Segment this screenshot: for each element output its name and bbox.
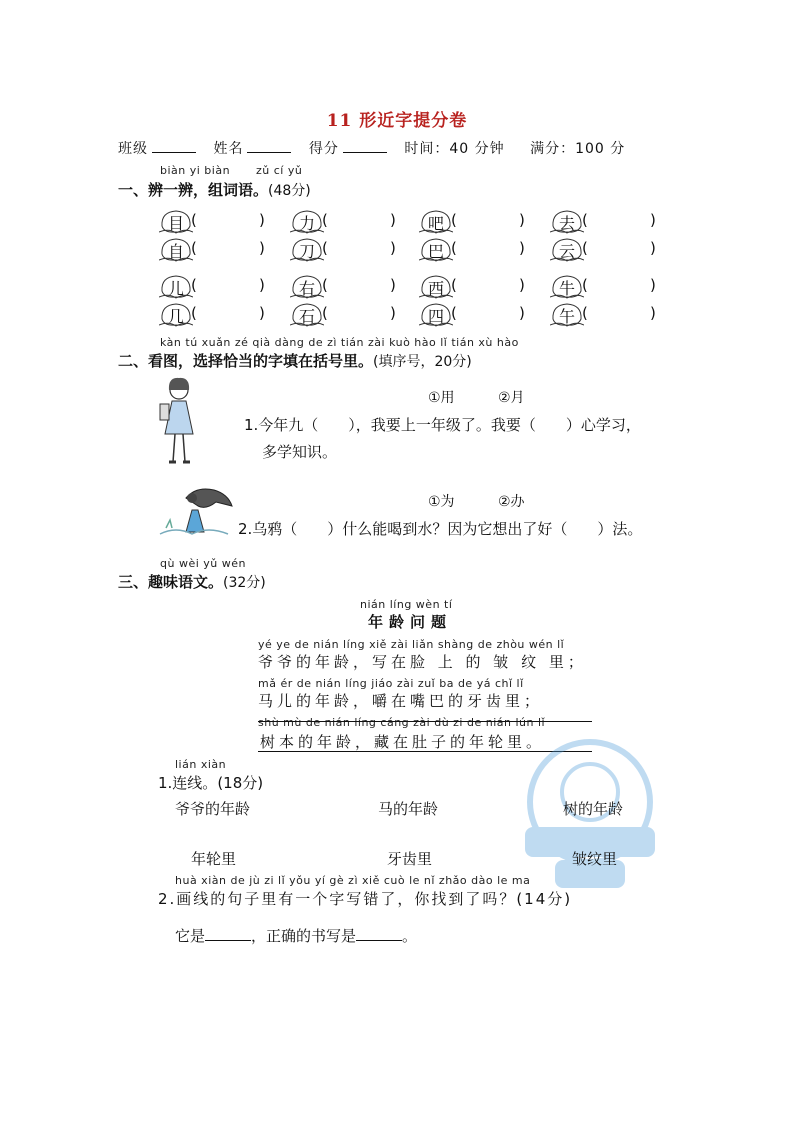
char-3-top: 吧 [427,214,444,233]
s3-q1-title: 1.连线。 [158,774,218,792]
answer-open-paren-2-bottom[interactable]: ( [322,239,328,257]
poem-line-2: 马儿的年龄，嚼在嘴巴的牙齿里； [258,692,544,710]
answer-prefix: 它是 [175,927,206,945]
class-label: 班级 [118,141,148,157]
section-2-points: (填序号，20分) [373,354,472,370]
char-7-bottom: 四 [427,307,444,326]
section-3-points: (32分) [223,575,266,591]
s2-q2-option-1: ①为 [428,494,455,510]
char-8-top: 牛 [558,279,575,298]
section-3-heading [118,571,266,592]
poem-line-1: 爷爷的年龄，写在脸 上 的 皱 纹 里； [258,653,587,671]
section-2-heading [118,350,472,371]
char-stone-5-bottom [159,301,193,327]
char-1-top: 目 [167,214,184,233]
match-left-2[interactable]: 马的年龄 [378,800,439,818]
answer-close-paren-7-top: ) [519,276,525,294]
poem-title: 年龄问题 [368,613,453,631]
answer-open-paren-4-bottom[interactable]: ( [582,239,588,257]
char-stone-6-top [290,273,324,299]
crow-illustration [156,480,236,540]
char-5-bottom: 几 [167,307,184,326]
score-label: 得分 [308,141,339,157]
s1-pinyin-a: biàn yi biàn [160,164,231,177]
char-stone-8-top [550,273,584,299]
match-right-2[interactable]: 牙齿里 [387,850,433,868]
s3-q2-title: 2.画线的句子里有一个字写错了，你找到了吗？ [158,890,517,908]
char-stone-8-bottom [550,301,584,327]
char-4-bottom: 云 [558,242,575,261]
char-stone-7-top [419,273,453,299]
answer-close-paren-4-bottom: ) [650,239,656,257]
char-stone-4-bottom [550,236,584,262]
answer-close-paren-2-bottom: ) [390,239,396,257]
char-stone-2-bottom [290,236,324,262]
section-1-title: 一、辨一辨，组词语。 [118,181,269,199]
s3-pinyin: qù wèi yǔ wén [160,557,246,570]
poem-line-3: 树本的年龄，藏在肚子的年轮里。 [260,733,546,751]
answer-open-paren-7-top[interactable]: ( [451,276,457,294]
section-2-title: 二、看图，选择恰当的字填在括号里。 [118,352,374,370]
answer-middle: ，正确的书写是 [251,927,357,945]
answer-open-paren-4-top[interactable]: ( [582,211,588,229]
poem-line-2-pinyin: mǎ ér de nián líng jiáo zài zuǐ ba de yá chǐ lǐ [258,677,524,690]
char-stone-5-top [159,273,193,299]
time-text: 时间：40 分钟 [404,141,505,157]
s2-q1-line-2: 多学知识。 [262,443,338,461]
s2-q1-option-2: ②月 [498,390,525,406]
char-5-top: 儿 [167,279,184,298]
answer-open-paren-3-bottom[interactable]: ( [451,239,457,257]
match-left-1[interactable]: 爷爷的年龄 [175,800,251,818]
answer-close-paren-8-top: ) [650,276,656,294]
girl-illustration [152,374,202,474]
answer-open-paren-2-top[interactable]: ( [322,211,328,229]
answer-close-paren-6-top: ) [390,276,396,294]
char-1-bottom: 自 [167,242,184,261]
char-stone-1-bottom [159,236,193,262]
char-6-bottom: 石 [298,307,315,326]
answer-suffix: 。 [402,927,418,945]
char-3-bottom: 巴 [427,242,444,261]
section-1-heading [118,179,311,200]
name-label: 姓名 [213,141,244,157]
s3-q1-points: (18分) [217,774,264,792]
answer-close-paren-7-bottom: ) [519,304,525,322]
s2-q2-option-2: ②办 [498,494,525,510]
student-info-row [118,138,625,158]
answer-close-paren-3-top: ) [519,211,525,229]
answer-open-paren-6-bottom[interactable]: ( [322,304,328,322]
char-2-top: 力 [298,214,315,233]
s3-q1-pinyin: lián xiàn [175,758,227,771]
answer-open-paren-5-top[interactable]: ( [191,276,197,294]
s3-q2-heading [158,888,572,909]
correct-char-blank[interactable] [356,926,402,941]
char-2-bottom: 刀 [298,242,315,261]
answer-close-paren-6-bottom: ) [390,304,396,322]
char-6-top: 右 [298,279,315,298]
poem-title-pinyin: nián líng wèn tí [360,598,453,611]
s3-q2-answer-row [175,925,417,946]
s3-q2-pinyin: huà xiàn de jù zi lǐ yǒu yí gè zì xiě cuò le nǐ zhǎo dào le ma [175,874,531,887]
poem-line-3-underline-top [258,721,592,722]
answer-close-paren-2-top: ) [390,211,396,229]
answer-close-paren-1-top: ) [259,211,265,229]
answer-close-paren-4-top: ) [650,211,656,229]
s3-q1-heading [158,772,263,793]
answer-open-paren-6-top[interactable]: ( [322,276,328,294]
char-stone-2-top [290,208,324,234]
s2-q1-option-1: ①用 [428,390,455,406]
answer-open-paren-7-bottom[interactable]: ( [451,304,457,322]
poem-line-3-pinyin: shù mù de nián líng cáng zài dù zi de nián lún lǐ [258,716,546,729]
answer-close-paren-8-bottom: ) [650,304,656,322]
answer-open-paren-1-bottom[interactable]: ( [191,239,197,257]
answer-open-paren-3-top[interactable]: ( [451,211,457,229]
section-1-points: (48分) [268,183,311,199]
answer-close-paren-5-bottom: ) [259,304,265,322]
char-stone-7-bottom [419,301,453,327]
full-score-text: 满分：100 分 [530,141,626,157]
s2-pinyin: kàn tú xuǎn zé qià dàng de zì tián zài kuò hào lǐ tián xù hào [160,336,519,349]
char-stone-3-top [419,208,453,234]
char-4-top: 去 [558,214,575,233]
match-right-3[interactable]: 皱纹里 [572,850,618,868]
answer-close-paren-1-bottom: ) [259,239,265,257]
answer-open-paren-1-top[interactable]: ( [191,211,197,229]
s3-q2-points: (14分) [516,890,573,908]
s1-pinyin-b: zǔ cí yǔ [256,164,303,177]
poem-line-1-pinyin: yé ye de nián líng xiě zài liǎn shàng de zhòu wén lǐ [258,638,565,651]
wrong-char-blank[interactable] [205,926,251,941]
char-stone-1-top [159,208,193,234]
answer-close-paren-3-bottom: ) [519,239,525,257]
char-stone-6-bottom [290,301,324,327]
page-title: 11 形近字提分卷 [326,111,468,131]
s2-q2-line-1: 2.乌鸦（ ）什么能喝到水？因为它想出了好（ ）法。 [238,520,643,538]
match-right-1[interactable]: 年轮里 [191,850,237,868]
section-3-title: 三、趣味语文。 [118,573,224,591]
char-stone-4-top [550,208,584,234]
char-7-top: 西 [427,279,444,298]
answer-open-paren-8-top[interactable]: ( [582,276,588,294]
name-blank[interactable] [247,140,291,153]
char-stone-3-bottom [419,236,453,262]
score-blank[interactable] [343,140,387,153]
class-blank[interactable] [152,140,196,153]
answer-close-paren-5-top: ) [259,276,265,294]
match-left-3[interactable]: 树的年龄 [563,800,624,818]
answer-open-paren-5-bottom[interactable]: ( [191,304,197,322]
answer-open-paren-8-bottom[interactable]: ( [582,304,588,322]
char-8-bottom: 午 [558,307,575,326]
s2-q1-line-1: 1.今年九（ ），我要上一年级了。我要（ ）心学习， [244,416,641,434]
